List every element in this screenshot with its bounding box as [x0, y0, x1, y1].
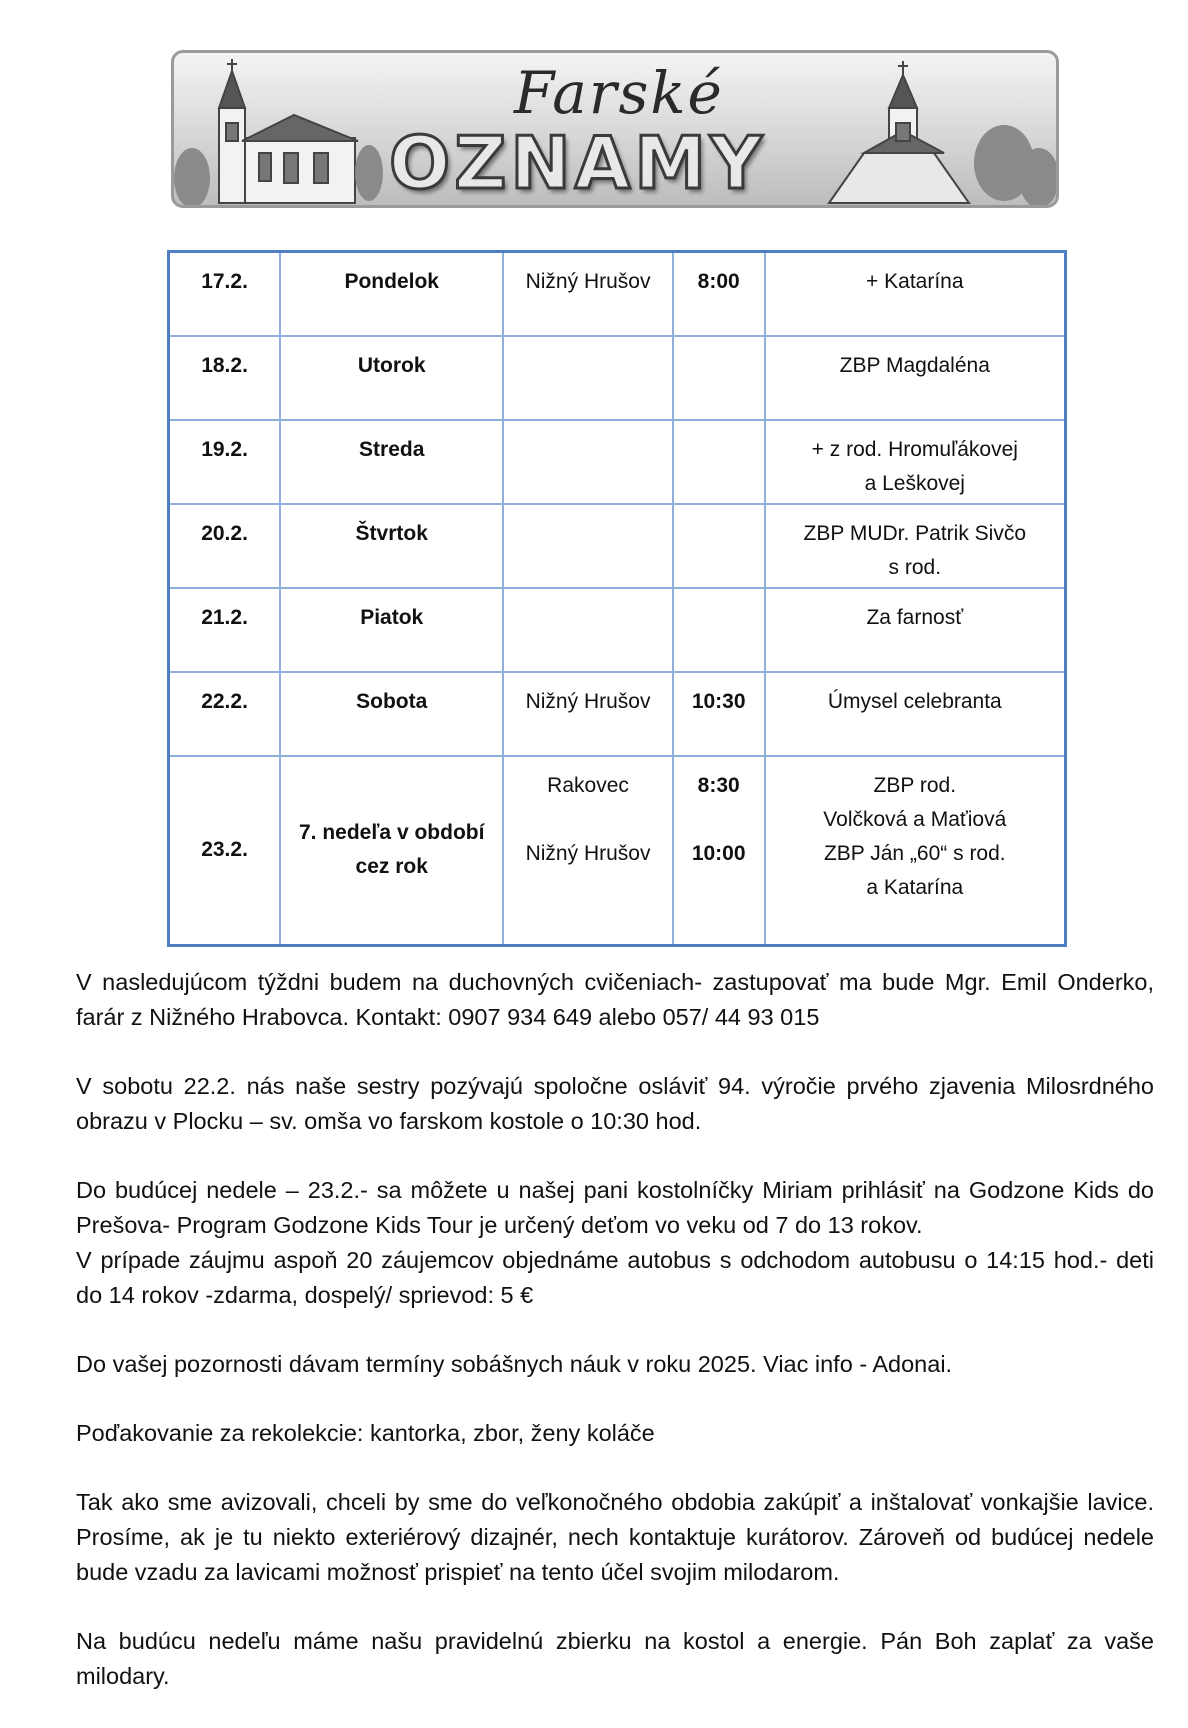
date-cell: 23.2. [169, 756, 281, 946]
intention-cell [765, 672, 1066, 756]
day-line: cez rok [355, 855, 428, 879]
place-cell [503, 588, 672, 672]
day-cell: Pondelok [280, 252, 503, 336]
header-banner [171, 50, 1059, 208]
intention-line: Za farnosť [866, 605, 964, 629]
announcement-paragraph: Poďakovanie za rekolekcie: kantorka, zbor, ženy koláče [76, 1420, 655, 1446]
day-cell: Utorok [280, 336, 503, 420]
intention-cell [765, 756, 1066, 946]
place-cell: Nižný Hrušov [503, 252, 672, 336]
time-cell [673, 336, 765, 420]
time-cell [673, 420, 765, 504]
intention-line: ZBP MUDr. Patrik Sivčo [803, 521, 1027, 545]
time-cell [673, 756, 765, 946]
time-cell: 8:00 [673, 252, 765, 336]
right-church-icon [829, 61, 969, 203]
table-row [169, 336, 1066, 420]
intention-line: a Leškovej [864, 471, 965, 495]
banner-title-oznamy: OZNAMY [389, 121, 767, 205]
intention-line: ZBP rod. [873, 773, 957, 797]
day-line: 7. nedeľa v období [298, 821, 485, 845]
announcement-paragraph: Do budúcej nedele – 23.2.- sa môžete u našej pani kostolníčky Miriam prihlásiť na Godzone Kids do Prešova- Program Godzone Kids Tour je určený deťom vo veku od 7 do 13 rokov. [76, 1177, 1154, 1238]
day-cell: Štvrtok [280, 504, 503, 588]
announcement-paragraph: V sobotu 22.2. nás naše sestry pozývajú spoločne osláviť 94. výročie prvého zjavenia Milosrdného obrazu v Plocku – sv. omša vo farskom kostole o 10:30 hod. [76, 1073, 1154, 1134]
day-cell [280, 756, 503, 946]
time-cell [673, 504, 765, 588]
announcement-paragraph: Tak ako sme avizovali, chceli by sme do veľkonočného obdobia zakúpiť a inštalovať vonkajšie lavice. Prosíme, ak je tu niekto exteriérový dizajnér, nech kontaktuje kurátorov. Zároveň od budúcej nedele bude vzadu za lavicami možnosť prispieť na tento účel svojim milodarom. [76, 1489, 1154, 1585]
table-row [169, 252, 1066, 336]
intention-cell [765, 336, 1066, 420]
place-cell [503, 420, 672, 504]
intention-line: + z rod. Hromuľákovej [811, 437, 1018, 461]
mass-schedule-table [167, 250, 1067, 947]
time-cell: 10:30 [673, 672, 765, 756]
intention-line: a Katarína [866, 875, 964, 899]
time-line: 10:00 [691, 841, 746, 865]
time-cell [673, 588, 765, 672]
place-cell [503, 756, 672, 946]
announcement-paragraph: Na budúcu nedeľu máme našu pravidelnú zbierku na kostol a energie. Pán Boh zaplať za vaše milodary. [76, 1628, 1154, 1689]
table-row-sunday [169, 756, 1066, 946]
day-cell: Piatok [280, 588, 503, 672]
table-row [169, 504, 1066, 588]
place-line: Rakovec [547, 773, 629, 797]
day-cell: Sobota [280, 672, 503, 756]
place-cell: Nižný Hrušov [503, 672, 672, 756]
intention-cell [765, 252, 1066, 336]
date-cell: 18.2. [169, 336, 281, 420]
announcements [76, 965, 1154, 1728]
place-line: Nižný Hrušov [525, 841, 651, 865]
day-cell: Streda [280, 420, 503, 504]
trees-right [974, 125, 1056, 205]
date-cell: 22.2. [169, 672, 281, 756]
announcement-paragraph: V nasledujúcom týždni budem na duchovných cvičeniach- zastupovať ma bude Mgr. Emil Onderko, farár z Nižného Hrabovca. Kontakt: 0907 934 649 alebo 057/ 44 93 015 [76, 969, 1154, 1030]
date-cell: 20.2. [169, 504, 281, 588]
date-cell: 21.2. [169, 588, 281, 672]
table-row [169, 588, 1066, 672]
left-church-icon [219, 59, 358, 203]
intention-cell [765, 588, 1066, 672]
place-cell [503, 336, 672, 420]
place-cell [503, 504, 672, 588]
time-line: 8:30 [697, 773, 740, 797]
date-cell: 17.2. [169, 252, 281, 336]
table-row [169, 420, 1066, 504]
intention-cell [765, 504, 1066, 588]
announcement-paragraph: V prípade záujmu aspoň 20 záujemcov objednáme autobus s odchodom autobusu o 14:15 hod.- deti do 14 rokov -zdarma, dospelý/ sprievod: 5 € [76, 1247, 1154, 1308]
banner-title-farske: Farské [514, 59, 724, 127]
table-row [169, 672, 1066, 756]
intention-line: Úmysel celebranta [827, 689, 1002, 713]
date-cell: 19.2. [169, 420, 281, 504]
intention-line: s rod. [888, 555, 942, 579]
intention-line: Volčková a Maťiová [823, 807, 1007, 831]
intention-line: ZBP Ján „60“ s rod. [823, 841, 1006, 865]
intention-line: ZBP Magdaléna [839, 353, 990, 377]
announcement-paragraph: Do vašej pozornosti dávam termíny sobášnych náuk v roku 2025. Viac info - Adonai. [76, 1351, 953, 1377]
intention-line: + Katarína [866, 270, 964, 293]
intention-cell [765, 420, 1066, 504]
